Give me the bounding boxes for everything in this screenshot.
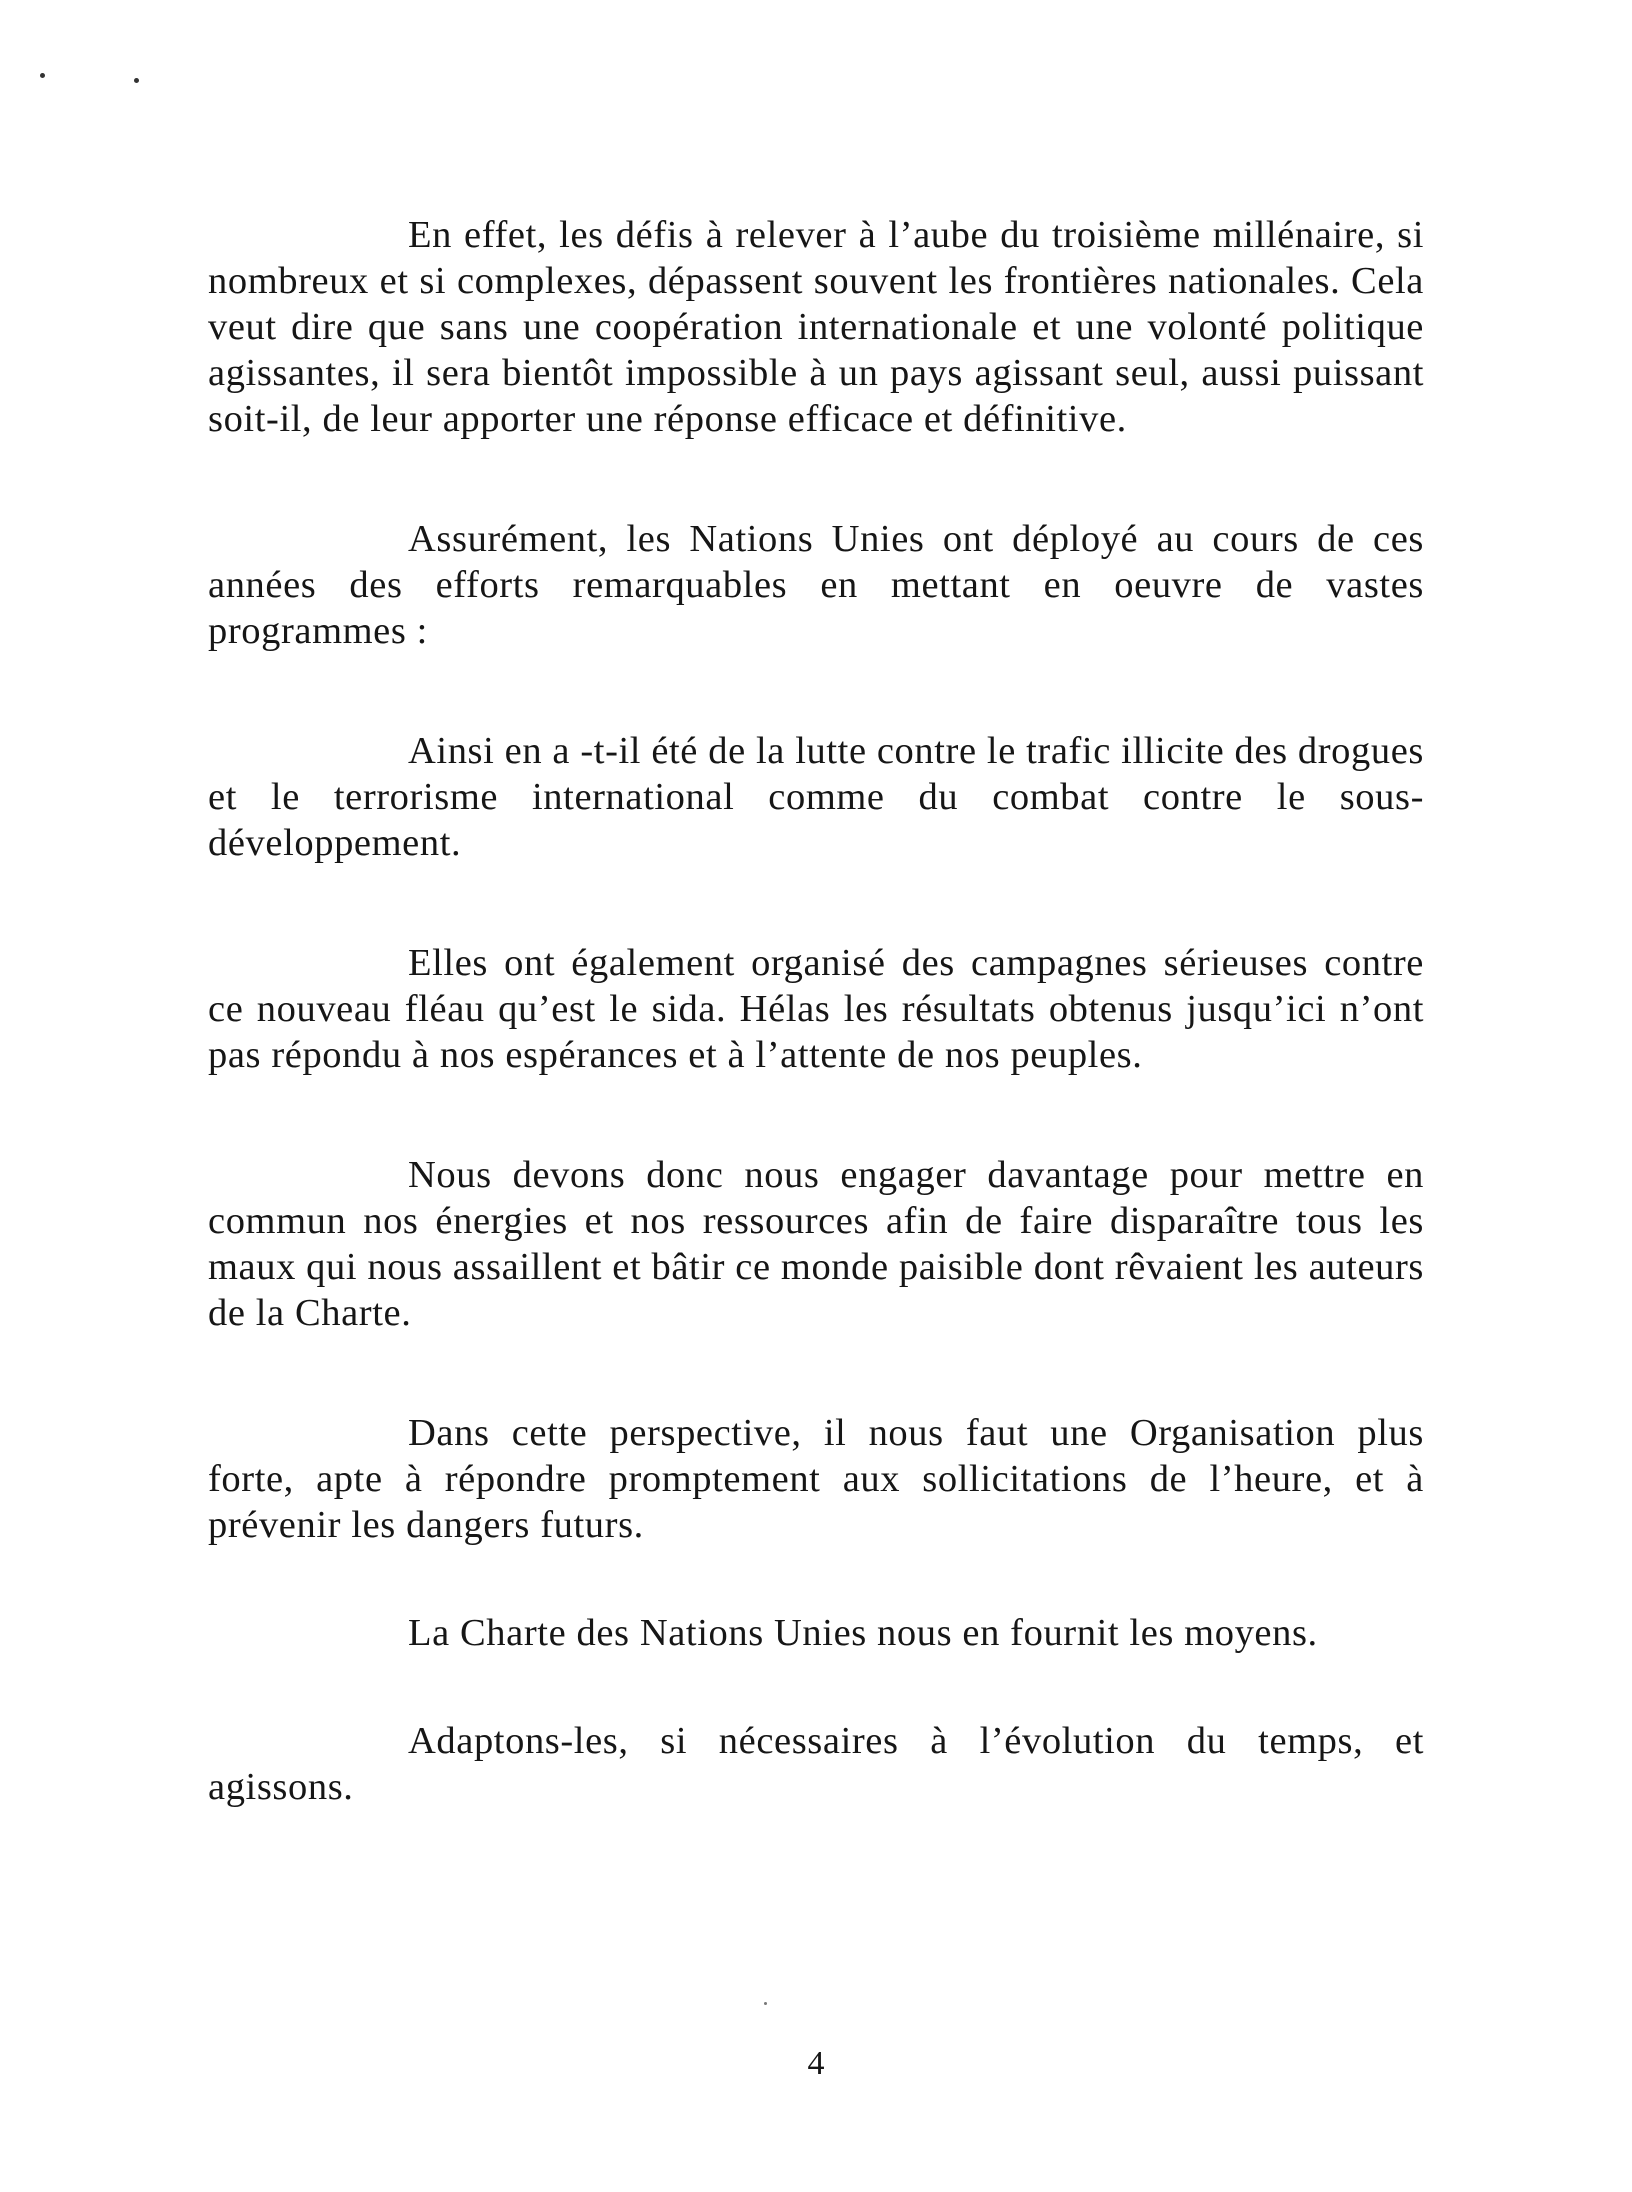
page-number: 4 <box>807 2045 825 2082</box>
paragraph-commitment: Nous devons donc nous engager davantage pour mettre en commun nos énergies et nos ressources afin de faire disparaître tous les maux qui nous assaillent et bâtir ce monde paisible dont rêvaient les auteurs de la Charte. <box>208 1154 1424 1334</box>
paragraph-un-efforts: Assurément, les Nations Unies ont déployé au cours de ces années des efforts remarquables en mettant en oeuvre de vastes programmes : <box>208 518 1424 652</box>
paragraph-aids-campaigns: Elles ont également organisé des campagnes sérieuses contre ce nouveau fléau qu’est le sida. Hélas les résultats obtenus jusqu’ici n’ont pas répondu à nos espérances et à l’attente de nos peuples. <box>208 942 1424 1076</box>
paragraph-adapt-act: Adaptons-les, si nécessaires à l’évolution du temps, et agissons. <box>208 1720 1424 1808</box>
scan-speck <box>764 2002 767 2005</box>
paragraph-charter-means: La Charte des Nations Unies nous en fournit les moyens. <box>408 1612 1318 1654</box>
document-body <box>208 212 1424 1884</box>
paragraph-stronger-organisation: Dans cette perspective, il nous faut une Organisation plus forte, apte à répondre promptement aux sollicitations de l’heure, et à prévenir les dangers futurs. <box>208 1412 1424 1546</box>
paragraph-drugs-terrorism: Ainsi en a -t-il été de la lutte contre le trafic illicite des drogues et le terrorisme international comme du combat contre le sous-développement. <box>208 730 1424 864</box>
paragraph-challenges: En effet, les défis à relever à l’aube du troisième millénaire, si nombreux et si complexes, dépassent souvent les frontières nationales. Cela veut dire que sans une coopération internationale et une volonté politique agissantes, il sera bientôt impossible à un pays agissant seul, aussi puissant soit-il, de leur apporter une réponse efficace et définitive. <box>208 214 1424 440</box>
scan-speck <box>134 78 139 83</box>
scan-speck <box>40 73 45 78</box>
